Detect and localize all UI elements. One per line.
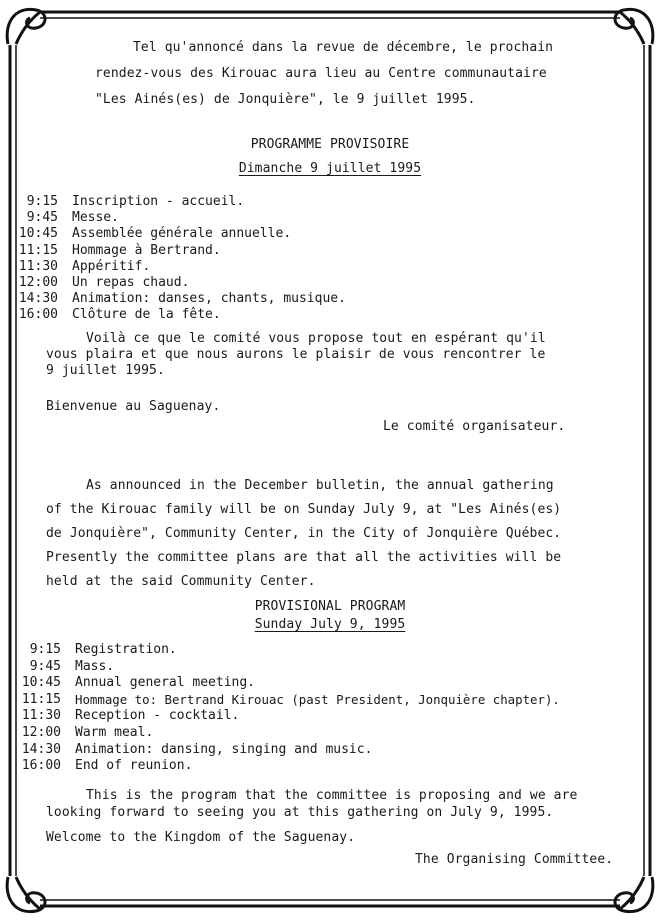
schedule-row — [0, 259, 346, 275]
fr-closing-line-2: vous plaira et que nous aurons le plaisir de vous rencontrer le — [46, 347, 546, 362]
en-closing-line-2: looking forward to seeing you at this gathering on July 9, 1995. — [46, 805, 554, 820]
en-intro-line-4: Presently the committee plans are that all the activities will be — [46, 550, 562, 565]
schedule-time: 12:00 — [21, 724, 61, 740]
schedule-row — [3, 742, 560, 759]
schedule-activity: Clôture de la fête. — [72, 307, 221, 323]
schedule-time: 11:15 — [18, 242, 58, 258]
schedule-activity: Warm meal. — [75, 724, 154, 740]
schedule-row — [3, 692, 560, 709]
schedule-time: 14:30 — [21, 741, 61, 757]
corner-flourish-top-left — [7, 9, 45, 44]
schedule-time: 9:15 — [26, 194, 58, 209]
en-signature: The Organising Committee. — [415, 852, 614, 867]
en-closing-line-1: This is the program that the committee is proposing and we are — [86, 788, 578, 803]
schedule-row — [0, 210, 346, 226]
corner-flourish-top-right — [615, 9, 653, 44]
schedule-activity: Mass. — [75, 658, 115, 674]
schedule-activity: Inscription - accueil. — [72, 194, 245, 209]
corner-flourish-bottom-right — [615, 877, 653, 912]
en-program-date: Sunday July 9, 1995 — [254, 617, 406, 632]
fr-intro-line-1: Tel qu'annoncé dans la revue de décembre, le prochain — [133, 40, 554, 55]
schedule-row — [0, 291, 346, 307]
schedule-activity: End of reunion. — [75, 758, 193, 774]
fr-closing-line-3: 9 juillet 1995. — [46, 363, 165, 378]
schedule-row — [0, 275, 346, 291]
schedule-row — [3, 708, 560, 725]
en-welcome: Welcome to the Kingdom of the Saguenay. — [46, 830, 356, 845]
fr-intro-line-3: "Les Ainés(es) de Jonquière", le 9 juillet 1995. — [95, 92, 476, 107]
schedule-row — [3, 659, 560, 676]
schedule-time: 10:45 — [21, 675, 61, 691]
fr-program-title: PROGRAMME PROVISOIRE — [250, 137, 410, 152]
schedule-time: 9:45 — [26, 210, 58, 226]
schedule-row — [3, 758, 560, 775]
schedule-row — [3, 675, 560, 692]
schedule-time: 11:15 — [21, 691, 61, 707]
schedule-activity: Reception - cocktail. — [75, 708, 240, 724]
schedule-activity: Messe. — [72, 210, 119, 226]
schedule-activity: Hommage to: Bertrand Kirouac (past President, Jonquière chapter). — [75, 691, 560, 707]
corner-flourish-bottom-left — [7, 877, 45, 912]
fr-intro-line-2: rendez-vous des Kirouac aura lieu au Centre communautaire — [95, 66, 547, 81]
schedule-row — [0, 307, 346, 323]
schedule-row — [0, 226, 346, 242]
schedule-time: 11:30 — [21, 708, 61, 724]
schedule-row — [3, 642, 560, 659]
schedule-activity: Registration. — [75, 642, 177, 657]
schedule-time: 10:45 — [18, 226, 58, 242]
schedule-row — [0, 243, 346, 259]
schedule-activity: Animation: dansing, singing and music. — [75, 741, 373, 757]
schedule-time: 11:30 — [18, 258, 58, 274]
fr-welcome: Bienvenue au Saguenay. — [46, 399, 221, 414]
schedule-activity: Animation: danses, chants, musique. — [72, 291, 346, 307]
schedule-time: 16:00 — [21, 758, 61, 774]
schedule-time: 9:45 — [29, 658, 61, 674]
schedule-time: 16:00 — [18, 307, 58, 323]
schedule-time: 14:30 — [18, 291, 58, 307]
en-intro-line-3: de Jonquière", Community Center, in the City of Jonquière Québec. — [46, 526, 562, 541]
fr-closing-line-1: Voilà ce que le comité vous propose tout en espérant qu'il — [86, 331, 546, 346]
en-schedule — [3, 642, 560, 775]
schedule-time: 9:15 — [29, 642, 61, 657]
en-intro-line-5: held at the said Community Center. — [46, 574, 316, 589]
schedule-activity: Un repas chaud. — [72, 274, 190, 290]
schedule-activity: Assemblée générale annuelle. — [72, 226, 292, 242]
en-intro-line-1: As announced in the December bulletin, the annual gathering — [86, 478, 554, 493]
schedule-activity: Hommage à Bertrand. — [72, 242, 221, 258]
schedule-activity: Appéritif. — [72, 258, 151, 274]
fr-program-date: Dimanche 9 juillet 1995 — [238, 161, 422, 176]
fr-signature: Le comité organisateur. — [383, 419, 566, 434]
schedule-row — [3, 725, 560, 742]
schedule-row — [0, 194, 346, 210]
schedule-activity: Annual general meeting. — [75, 675, 256, 691]
schedule-time: 12:00 — [18, 274, 58, 290]
en-intro-line-2: of the Kirouac family will be on Sunday July 9, at "Les Ainés(es) — [46, 502, 562, 517]
fr-schedule — [0, 194, 346, 324]
en-program-title: PROVISIONAL PROGRAM — [254, 599, 406, 614]
